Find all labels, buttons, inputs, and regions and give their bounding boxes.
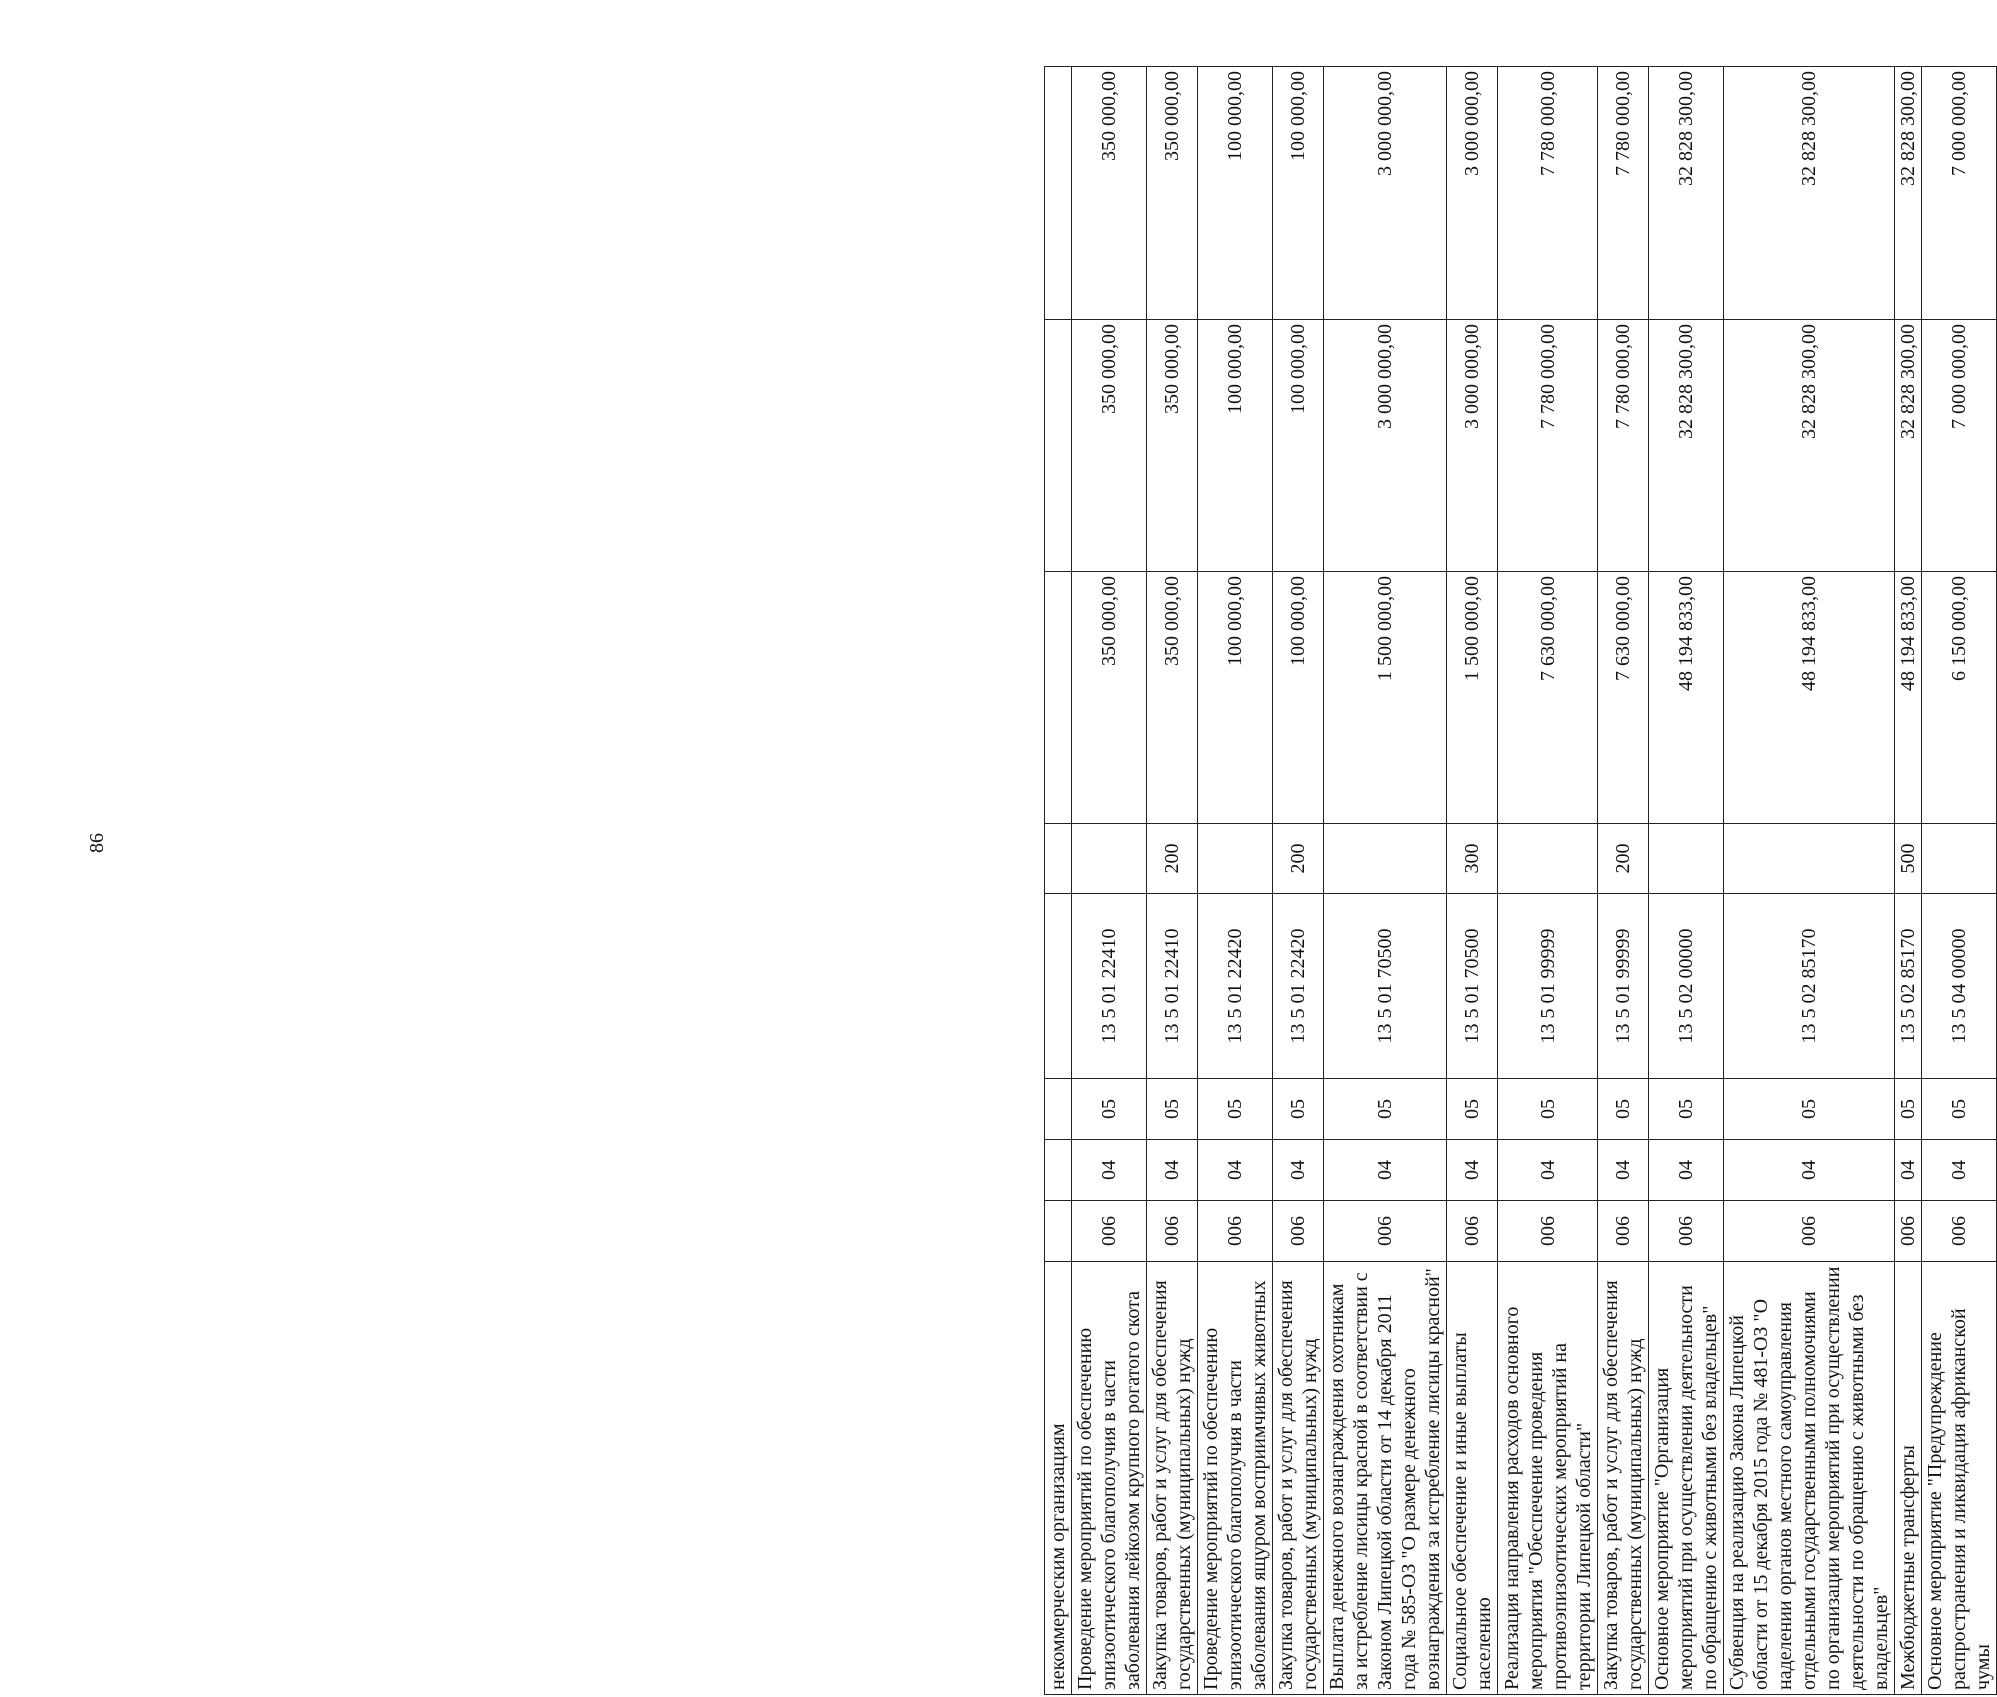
cell-name: некоммерческим организациям	[1045, 1262, 1072, 1695]
cell-sum-2: 7 780 000,00	[1498, 320, 1598, 572]
cell-sum-2	[1045, 320, 1072, 572]
cell-sum-2: 3 000 000,00	[1324, 320, 1447, 572]
cell-expense-type: 500	[1895, 824, 1922, 894]
cell-sum-3: 350 000,00	[1147, 67, 1198, 320]
table-row	[1598, 67, 1649, 1695]
cell-admin-code	[1045, 1201, 1072, 1262]
cell-section: 04	[1072, 1140, 1147, 1201]
cell-sum-2: 32 828 300,00	[1724, 320, 1895, 572]
cell-admin-code: 006	[1649, 1201, 1724, 1262]
cell-section: 04	[1498, 1140, 1598, 1201]
cell-sum-1	[1045, 572, 1072, 824]
cell-subsection: 05	[1198, 1079, 1273, 1140]
cell-target-code: 13 5 02 00000	[1649, 894, 1724, 1079]
cell-sum-3: 7 000 000,00	[1922, 67, 1997, 320]
cell-subsection: 05	[1598, 1079, 1649, 1140]
cell-name: Проведение мероприятий по обеспечению эпизоотического благополучия в части заболевания лейкозом крупного рогатого скота	[1072, 1262, 1147, 1695]
cell-sum-3: 3 000 000,00	[1447, 67, 1498, 320]
cell-expense-type	[1498, 824, 1598, 894]
cell-target-code	[1045, 894, 1072, 1079]
cell-target-code: 13 5 01 99999	[1598, 894, 1649, 1079]
cell-admin-code: 006	[1198, 1201, 1273, 1262]
cell-expense-type	[1922, 824, 1997, 894]
cell-admin-code: 006	[1147, 1201, 1198, 1262]
cell-sum-2: 3 000 000,00	[1447, 320, 1498, 572]
cell-section	[1045, 1140, 1072, 1201]
cell-section: 04	[1273, 1140, 1324, 1201]
cell-sum-1: 100 000,00	[1273, 572, 1324, 824]
cell-admin-code: 006	[1324, 1201, 1447, 1262]
cell-sum-3: 3 000 000,00	[1324, 67, 1447, 320]
cell-sum-1: 1 500 000,00	[1447, 572, 1498, 824]
cell-admin-code: 006	[1072, 1201, 1147, 1262]
cell-sum-2: 7 000 000,00	[1922, 320, 1997, 572]
cell-admin-code: 006	[1498, 1201, 1598, 1262]
cell-subsection: 05	[1922, 1079, 1997, 1140]
cell-expense-type: 200	[1598, 824, 1649, 894]
table-row	[1198, 67, 1273, 1695]
cell-subsection: 05	[1072, 1079, 1147, 1140]
rotated-table-frame	[1044, 67, 1994, 1695]
page-number: 86	[86, 833, 108, 853]
cell-sum-1: 48 194 833,00	[1895, 572, 1922, 824]
cell-sum-3: 7 780 000,00	[1498, 67, 1598, 320]
cell-expense-type	[1649, 824, 1724, 894]
cell-target-code: 13 5 04 00000	[1922, 894, 1997, 1079]
cell-sum-1: 1 500 000,00	[1324, 572, 1447, 824]
cell-sum-1: 48 194 833,00	[1649, 572, 1724, 824]
cell-subsection: 05	[1498, 1079, 1598, 1140]
cell-expense-type: 300	[1447, 824, 1498, 894]
cell-target-code: 13 5 01 70500	[1324, 894, 1447, 1079]
cell-expense-type	[1724, 824, 1895, 894]
cell-target-code: 13 5 01 70500	[1447, 894, 1498, 1079]
cell-expense-type	[1045, 824, 1072, 894]
cell-admin-code: 006	[1922, 1201, 1997, 1262]
cell-target-code: 13 5 01 22410	[1147, 894, 1198, 1079]
cell-admin-code: 006	[1273, 1201, 1324, 1262]
cell-section: 04	[1447, 1140, 1498, 1201]
cell-sum-1: 350 000,00	[1147, 572, 1198, 824]
cell-subsection: 05	[1724, 1079, 1895, 1140]
cell-sum-1: 350 000,00	[1072, 572, 1147, 824]
cell-sum-2: 350 000,00	[1072, 320, 1147, 572]
cell-sum-3: 100 000,00	[1273, 67, 1324, 320]
cell-subsection: 05	[1273, 1079, 1324, 1140]
cell-expense-type: 200	[1147, 824, 1198, 894]
cell-section: 04	[1598, 1140, 1649, 1201]
cell-sum-2: 100 000,00	[1198, 320, 1273, 572]
table-row	[1447, 67, 1498, 1695]
cell-sum-1: 100 000,00	[1198, 572, 1273, 824]
cell-target-code: 13 5 01 99999	[1498, 894, 1598, 1079]
cell-target-code: 13 5 01 22410	[1072, 894, 1147, 1079]
cell-admin-code: 006	[1598, 1201, 1649, 1262]
cell-sum-2: 7 780 000,00	[1598, 320, 1649, 572]
cell-name: Реализация направления расходов основного мероприятия "Обеспечение проведения противоэпизоотических мероприятий на территории Липецкой области"	[1498, 1262, 1598, 1695]
table-row	[1498, 67, 1598, 1695]
cell-name: Субвенция на реализацию Закона Липецкой области от 15 декабря 2015 года № 481-ОЗ "О наделении органов местного самоуправления отдельными государственными полномочиями по организации мероприятий при осуществлении деятельности по обращению с животными без владельцев"	[1724, 1262, 1895, 1695]
cell-section: 04	[1922, 1140, 1997, 1201]
cell-name: Основное мероприятие "Организация мероприятий при осуществлении деятельности по обращению с животными без владельцев"	[1649, 1262, 1724, 1695]
cell-sum-3: 350 000,00	[1072, 67, 1147, 320]
cell-sum-3: 32 828 300,00	[1724, 67, 1895, 320]
table-row	[1072, 67, 1147, 1695]
cell-name: Проведение мероприятий по обеспечению эпизоотического благополучия в части заболевания ящуром восприимчивых животных	[1198, 1262, 1273, 1695]
cell-section: 04	[1198, 1140, 1273, 1201]
cell-sum-3: 32 828 300,00	[1649, 67, 1724, 320]
cell-section: 04	[1649, 1140, 1724, 1201]
cell-sum-3: 32 828 300,00	[1895, 67, 1922, 320]
table-row	[1324, 67, 1447, 1695]
table-row	[1922, 67, 1997, 1695]
table-row	[1147, 67, 1198, 1695]
cell-name: Закупка товаров, работ и услуг для обеспечения государственных (муниципальных) нужд	[1598, 1262, 1649, 1695]
cell-section: 04	[1324, 1140, 1447, 1201]
cell-expense-type	[1324, 824, 1447, 894]
cell-expense-type: 200	[1273, 824, 1324, 894]
cell-sum-2: 32 828 300,00	[1649, 320, 1724, 572]
cell-sum-2: 100 000,00	[1273, 320, 1324, 572]
cell-admin-code: 006	[1724, 1201, 1895, 1262]
cell-target-code: 13 5 02 85170	[1724, 894, 1895, 1079]
cell-name: Межбюджетные трансферты	[1895, 1262, 1922, 1695]
cell-admin-code: 006	[1895, 1201, 1922, 1262]
cell-admin-code: 006	[1447, 1201, 1498, 1262]
cell-subsection: 05	[1324, 1079, 1447, 1140]
cell-target-code: 13 5 01 22420	[1273, 894, 1324, 1079]
cell-section: 04	[1895, 1140, 1922, 1201]
table-row-continuation	[1045, 67, 1072, 1695]
cell-sum-1: 48 194 833,00	[1724, 572, 1895, 824]
table-body	[1045, 67, 1997, 1695]
table-row	[1649, 67, 1724, 1695]
cell-sum-1: 7 630 000,00	[1498, 572, 1598, 824]
table-row	[1273, 67, 1324, 1695]
cell-subsection: 05	[1147, 1079, 1198, 1140]
cell-target-code: 13 5 02 85170	[1895, 894, 1922, 1079]
cell-section: 04	[1724, 1140, 1895, 1201]
cell-sum-3: 7 780 000,00	[1598, 67, 1649, 320]
cell-target-code: 13 5 01 22420	[1198, 894, 1273, 1079]
cell-section: 04	[1147, 1140, 1198, 1201]
cell-sum-3: 100 000,00	[1198, 67, 1273, 320]
cell-name: Закупка товаров, работ и услуг для обеспечения государственных (муниципальных) нужд	[1273, 1262, 1324, 1695]
cell-sum-2: 32 828 300,00	[1895, 320, 1922, 572]
cell-name: Социальное обеспечение и иные выплаты населению	[1447, 1262, 1498, 1695]
table-row	[1895, 67, 1922, 1695]
cell-name: Выплата денежного вознаграждения охотникам за истребление лисицы красной в соответствии с Законом Липецкой области от 14 декабря 2011 года № 585-ОЗ "О размере денежного вознаграждения за истребление лисицы красной"	[1324, 1262, 1447, 1695]
budget-table	[1044, 66, 1997, 1695]
cell-subsection: 05	[1649, 1079, 1724, 1140]
cell-sum-1: 7 630 000,00	[1598, 572, 1649, 824]
cell-sum-3	[1045, 67, 1072, 320]
cell-expense-type	[1072, 824, 1147, 894]
cell-name: Основное мероприятие "Предупреждение распространения и ликвидация африканской чумы	[1922, 1262, 1997, 1695]
cell-subsection	[1045, 1079, 1072, 1140]
table-row	[1724, 67, 1895, 1695]
cell-name: Закупка товаров, работ и услуг для обеспечения государственных (муниципальных) нужд	[1147, 1262, 1198, 1695]
cell-subsection: 05	[1895, 1079, 1922, 1140]
cell-expense-type	[1198, 824, 1273, 894]
cell-sum-1: 6 150 000,00	[1922, 572, 1997, 824]
cell-sum-2: 350 000,00	[1147, 320, 1198, 572]
cell-subsection: 05	[1447, 1079, 1498, 1140]
